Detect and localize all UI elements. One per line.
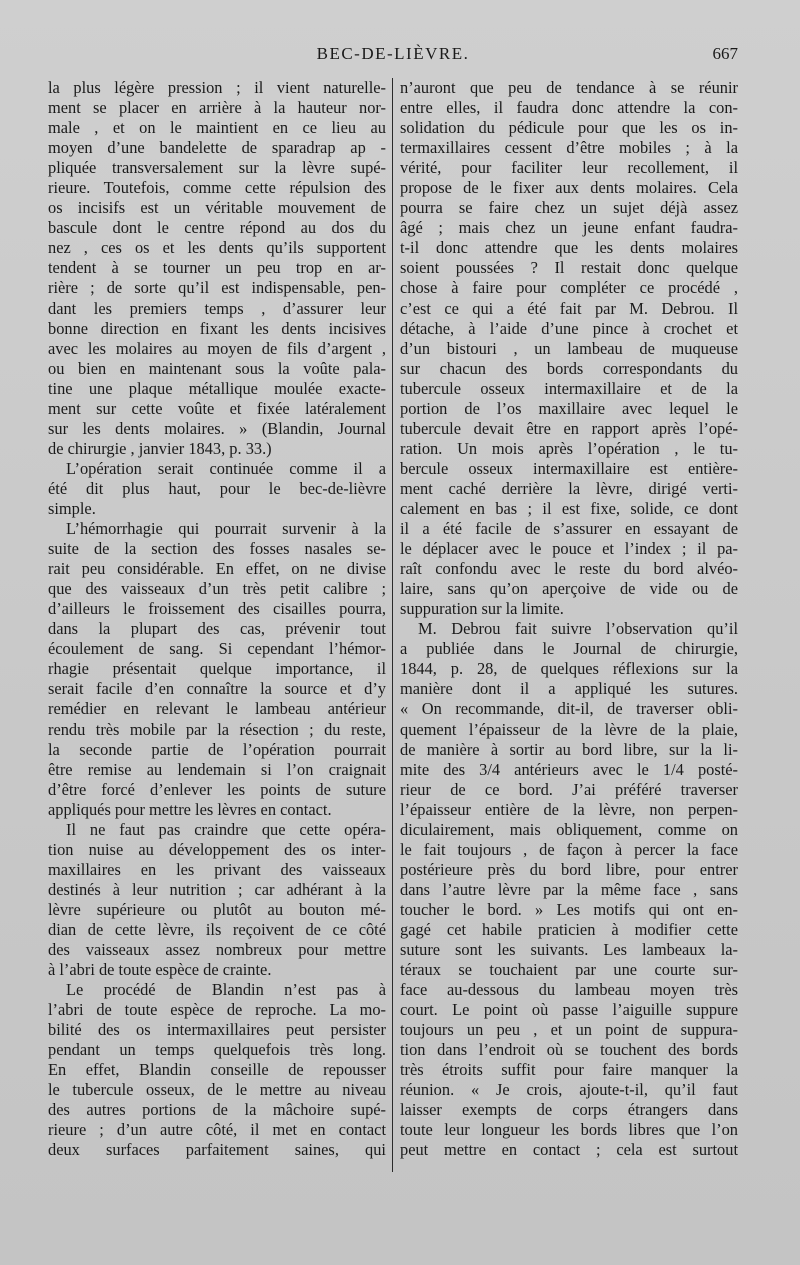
text-line: très étroits suffit pour faire manquer la bbox=[400, 1060, 738, 1080]
text-line: sur les dents molaires. » (Blandin, Journal bbox=[48, 418, 386, 438]
text-line: tine une plaque métallique moulée exacte- bbox=[48, 378, 386, 398]
text-line: maxillaires en les privant des vaisseaux bbox=[48, 859, 386, 879]
text-line: Le procédé de Blandin n’est pas à bbox=[66, 980, 386, 1000]
text-line: nez , ces os et les dents qu’ils supportent bbox=[48, 238, 386, 258]
running-head bbox=[48, 44, 738, 74]
text-line: suppuration sur la limite. bbox=[400, 599, 564, 619]
text-line: rieure ; d’un autre côté, il met en contact bbox=[48, 1120, 386, 1140]
text-line: suture sont les suivants. Les lambeaux la- bbox=[400, 940, 738, 960]
text-line: ment sur cette voûte et fixée latéralement bbox=[48, 398, 386, 418]
text-line: calement en bas ; il est fixe, solide, ce dont bbox=[400, 498, 738, 518]
text-line: écoulement de sang. Si cependant l’hémor- bbox=[48, 639, 386, 659]
text-line: quement l’épaisseur de la lèvre de la plaie, bbox=[400, 719, 738, 739]
text-line: M. Debrou fait suivre l’observation qu’il bbox=[418, 619, 738, 639]
text-line: rière ; de sorte qu’il est indispensable, pen- bbox=[48, 278, 386, 298]
text-line: il a été facile de s’assurer en essayant de bbox=[400, 519, 738, 539]
text-line: âgé ; mais chez un jeune enfant faudra- bbox=[400, 218, 738, 238]
text-line: L’opération serait continuée comme il a bbox=[66, 458, 386, 478]
text-line: pourra se faire chez un sujet déjà assez bbox=[400, 198, 738, 218]
text-line: dans la plupart des cas, prévenir tout bbox=[48, 619, 386, 639]
text-line: toute leur longueur les bords libres que l’on bbox=[400, 1120, 738, 1140]
text-line: rieur de ce bord. J’ai préféré traverser bbox=[400, 779, 738, 799]
text-line: être remise au lendemain si l’on craignait bbox=[48, 759, 386, 779]
text-line: le tubercule osseux, de le mettre au niveau bbox=[48, 1080, 386, 1100]
right-column bbox=[400, 78, 738, 1161]
text-line: bascule dont le centre répond au dos du bbox=[48, 218, 386, 238]
text-line: bercule osseux intermaxillaire est entière- bbox=[400, 458, 738, 478]
text-line: réunion. « Je crois, ajoute-t-il, qu’il faut bbox=[400, 1080, 738, 1100]
text-line: manière dont il a appliqué les sutures. bbox=[400, 679, 738, 699]
text-line: 1844, p. 28, de quelques réflexions sur la bbox=[400, 659, 738, 679]
text-line: l’épaisseur entière de la lèvre, non perpen- bbox=[400, 799, 738, 819]
text-line: dans l’autre lèvre par la même face , sans bbox=[400, 879, 738, 899]
text-line: détache, à l’aide d’une pince à crochet et bbox=[400, 318, 738, 338]
text-line: de chirurgie , janvier 1843, p. 33.) bbox=[48, 438, 272, 458]
text-line: tendent à se tourner un peu trop en ar- bbox=[48, 258, 386, 278]
text-line: tion nuise au développement des os inter- bbox=[48, 839, 386, 859]
text-line: bonne direction en fixant les dents incisives bbox=[48, 318, 386, 338]
text-line: ration. Un mois après l’opération , le tu- bbox=[400, 438, 738, 458]
text-line: tubercule osseux intermaxillaire et de la bbox=[400, 378, 738, 398]
text-line: toujours un peu , et un point de suppura- bbox=[400, 1020, 738, 1040]
text-line: moyen d’une bandelette de sparadrap ap - bbox=[48, 138, 386, 158]
text-line: court. Le point où passe l’aiguille suppure bbox=[400, 1000, 738, 1020]
text-line: le déplacer avec le pouce et l’index ; il pa- bbox=[400, 539, 738, 559]
text-line: de manière à sortir au bord libre, sur la li- bbox=[400, 739, 738, 759]
text-line: os incisifs est un véritable mouvement de bbox=[48, 198, 386, 218]
text-line: ment caché derrière la lèvre, dirigé verti- bbox=[400, 478, 738, 498]
text-line: l’abri de toute espèce de reproche. La mo- bbox=[48, 1000, 386, 1020]
text-line: L’hémorrhagie qui pourrait survenir à la bbox=[66, 519, 386, 539]
text-line: que des vaisseaux d’un très petit calibre ; bbox=[48, 579, 386, 599]
text-line: rait peu considérable. En effet, on ne divise bbox=[48, 559, 386, 579]
text-line: lèvre supérieure ou plutôt au bouton mé- bbox=[48, 899, 386, 919]
text-line: des vaisseaux assez nombreux pour mettre bbox=[48, 940, 386, 960]
text-line: En effet, Blandin conseille de repousser bbox=[48, 1060, 386, 1080]
text-line: toucher le bord. » Les motifs qui ont en- bbox=[400, 899, 738, 919]
text-line: propose de le fixer aux dents molaires. Cela bbox=[400, 178, 738, 198]
text-line: tion dans l’endroit où se touchent des bords bbox=[400, 1040, 738, 1060]
text-line: gagé cet habile praticien à modifier cette bbox=[400, 919, 738, 939]
text-line: d’être forcé d’enlever les points de suture bbox=[48, 779, 386, 799]
text-line: été dit plus haut, pour le bec-de-lièvre bbox=[48, 478, 386, 498]
text-line: suite de la section des fosses nasales se- bbox=[48, 539, 386, 559]
text-line: à l’abri de toute espèce de crainte. bbox=[48, 960, 272, 980]
text-line: a publiée dans le Journal de chirurgie, bbox=[400, 639, 738, 659]
text-line: serait facile d’en connaître la source et d’y bbox=[48, 679, 386, 699]
text-line: entre elles, il faudra donc attendre la con- bbox=[400, 98, 738, 118]
text-line: raît confondu avec le reste du bord alvéo- bbox=[400, 559, 738, 579]
text-line: t-il donc attendre que les dents molaires bbox=[400, 238, 738, 258]
text-line: face au-dessous du lambeau moyen très bbox=[400, 980, 738, 1000]
left-column bbox=[48, 78, 386, 1161]
text-line: chose à faire pour compléter ce procédé , bbox=[400, 278, 738, 298]
text-line: bilité des os intermaxillaires peut persister bbox=[48, 1020, 386, 1040]
text-line: appliqués pour mettre les lèvres en contact. bbox=[48, 799, 332, 819]
text-line: postérieure près du bord libre, pour entrer bbox=[400, 859, 738, 879]
text-line: tubercule devait être en rapport après l’opé- bbox=[400, 418, 738, 438]
text-line: remédier en relevant le lambeau antérieur bbox=[48, 699, 386, 719]
text-line: des autres portions de la mâchoire supé- bbox=[48, 1100, 386, 1120]
text-line: soient poussées ? Il restait donc quelque bbox=[400, 258, 738, 278]
page-number: 667 bbox=[712, 44, 738, 63]
text-line: la seconde partie de l’opération pourrait bbox=[48, 739, 386, 759]
text-line: laisser exempts de corps étrangers dans bbox=[400, 1100, 738, 1120]
text-line: la plus légère pression ; il vient naturelle- bbox=[48, 78, 386, 97]
text-line: simple. bbox=[48, 498, 96, 518]
text-line: vérité, pour faciliter leur recollement, il bbox=[400, 158, 738, 178]
text-line: ou bien en maintenant sous la voûte pala- bbox=[48, 358, 386, 378]
text-line: dian de cette lèvre, ils reçoivent de ce côté bbox=[48, 919, 386, 939]
text-columns bbox=[48, 78, 738, 1178]
text-line: ment se placer en arrière à la hauteur nor- bbox=[48, 98, 386, 118]
text-line: destinés à leur nutrition ; car adhérant à la bbox=[48, 879, 386, 899]
text-line: dant les premiers temps , d’assurer leur bbox=[48, 298, 386, 318]
text-line: le fait toujours , de façon à percer la face bbox=[400, 839, 738, 859]
text-line: sur chacun des bords correspondants du bbox=[400, 358, 738, 378]
text-line: d’un bistouri , un lambeau de muqueuse bbox=[400, 338, 738, 358]
text-line: rhagie présentait quelque importance, il bbox=[48, 659, 386, 679]
text-line: rieure. Toutefois, comme cette répulsion des bbox=[48, 178, 386, 198]
running-title: BEC-DE-LIÈVRE. bbox=[316, 44, 470, 63]
text-line: rendu très mobile par la résection ; du reste, bbox=[48, 719, 386, 739]
text-line: laire, sans qu’on aperçoive de vide ou de bbox=[400, 579, 738, 599]
text-line: c’est ce qui a été fait par M. Debrou. Il bbox=[400, 298, 738, 318]
text-line: d’ailleurs le froissement des cisailles pourra, bbox=[48, 599, 386, 619]
text-line: mite des 3/4 antérieurs avec le 1/4 posté- bbox=[400, 759, 738, 779]
text-line: « On recommande, dit-il, de traverser obli- bbox=[400, 699, 738, 719]
text-line: pliquée transversalement sur la lèvre supé- bbox=[48, 158, 386, 178]
text-line: termaxillaires cessent d’être mobiles ; à la bbox=[400, 138, 738, 158]
text-line: portion de l’os maxillaire avec lequel le bbox=[400, 398, 738, 418]
text-line: pendant un temps quelquefois très long. bbox=[48, 1040, 386, 1060]
text-line: male , et on le maintient en ce lieu au bbox=[48, 118, 386, 138]
text-line: solidation du pédicule pour que les os in- bbox=[400, 118, 738, 138]
text-line: avec les molaires au moyen de fils d’argent , bbox=[48, 338, 386, 358]
text-line: diculairement, mais obliquement, comme on bbox=[400, 819, 738, 839]
text-line: n’auront que peu de tendance à se réunir bbox=[400, 78, 738, 97]
text-line: téraux se touchaient par une courte sur- bbox=[400, 960, 738, 980]
text-line: peut mettre en contact ; cela est surtout bbox=[400, 1140, 738, 1160]
text-line: Il ne faut pas craindre que cette opéra- bbox=[66, 819, 386, 839]
column-rule bbox=[392, 78, 393, 1172]
text-line: deux surfaces parfaitement saines, qui bbox=[48, 1140, 386, 1160]
